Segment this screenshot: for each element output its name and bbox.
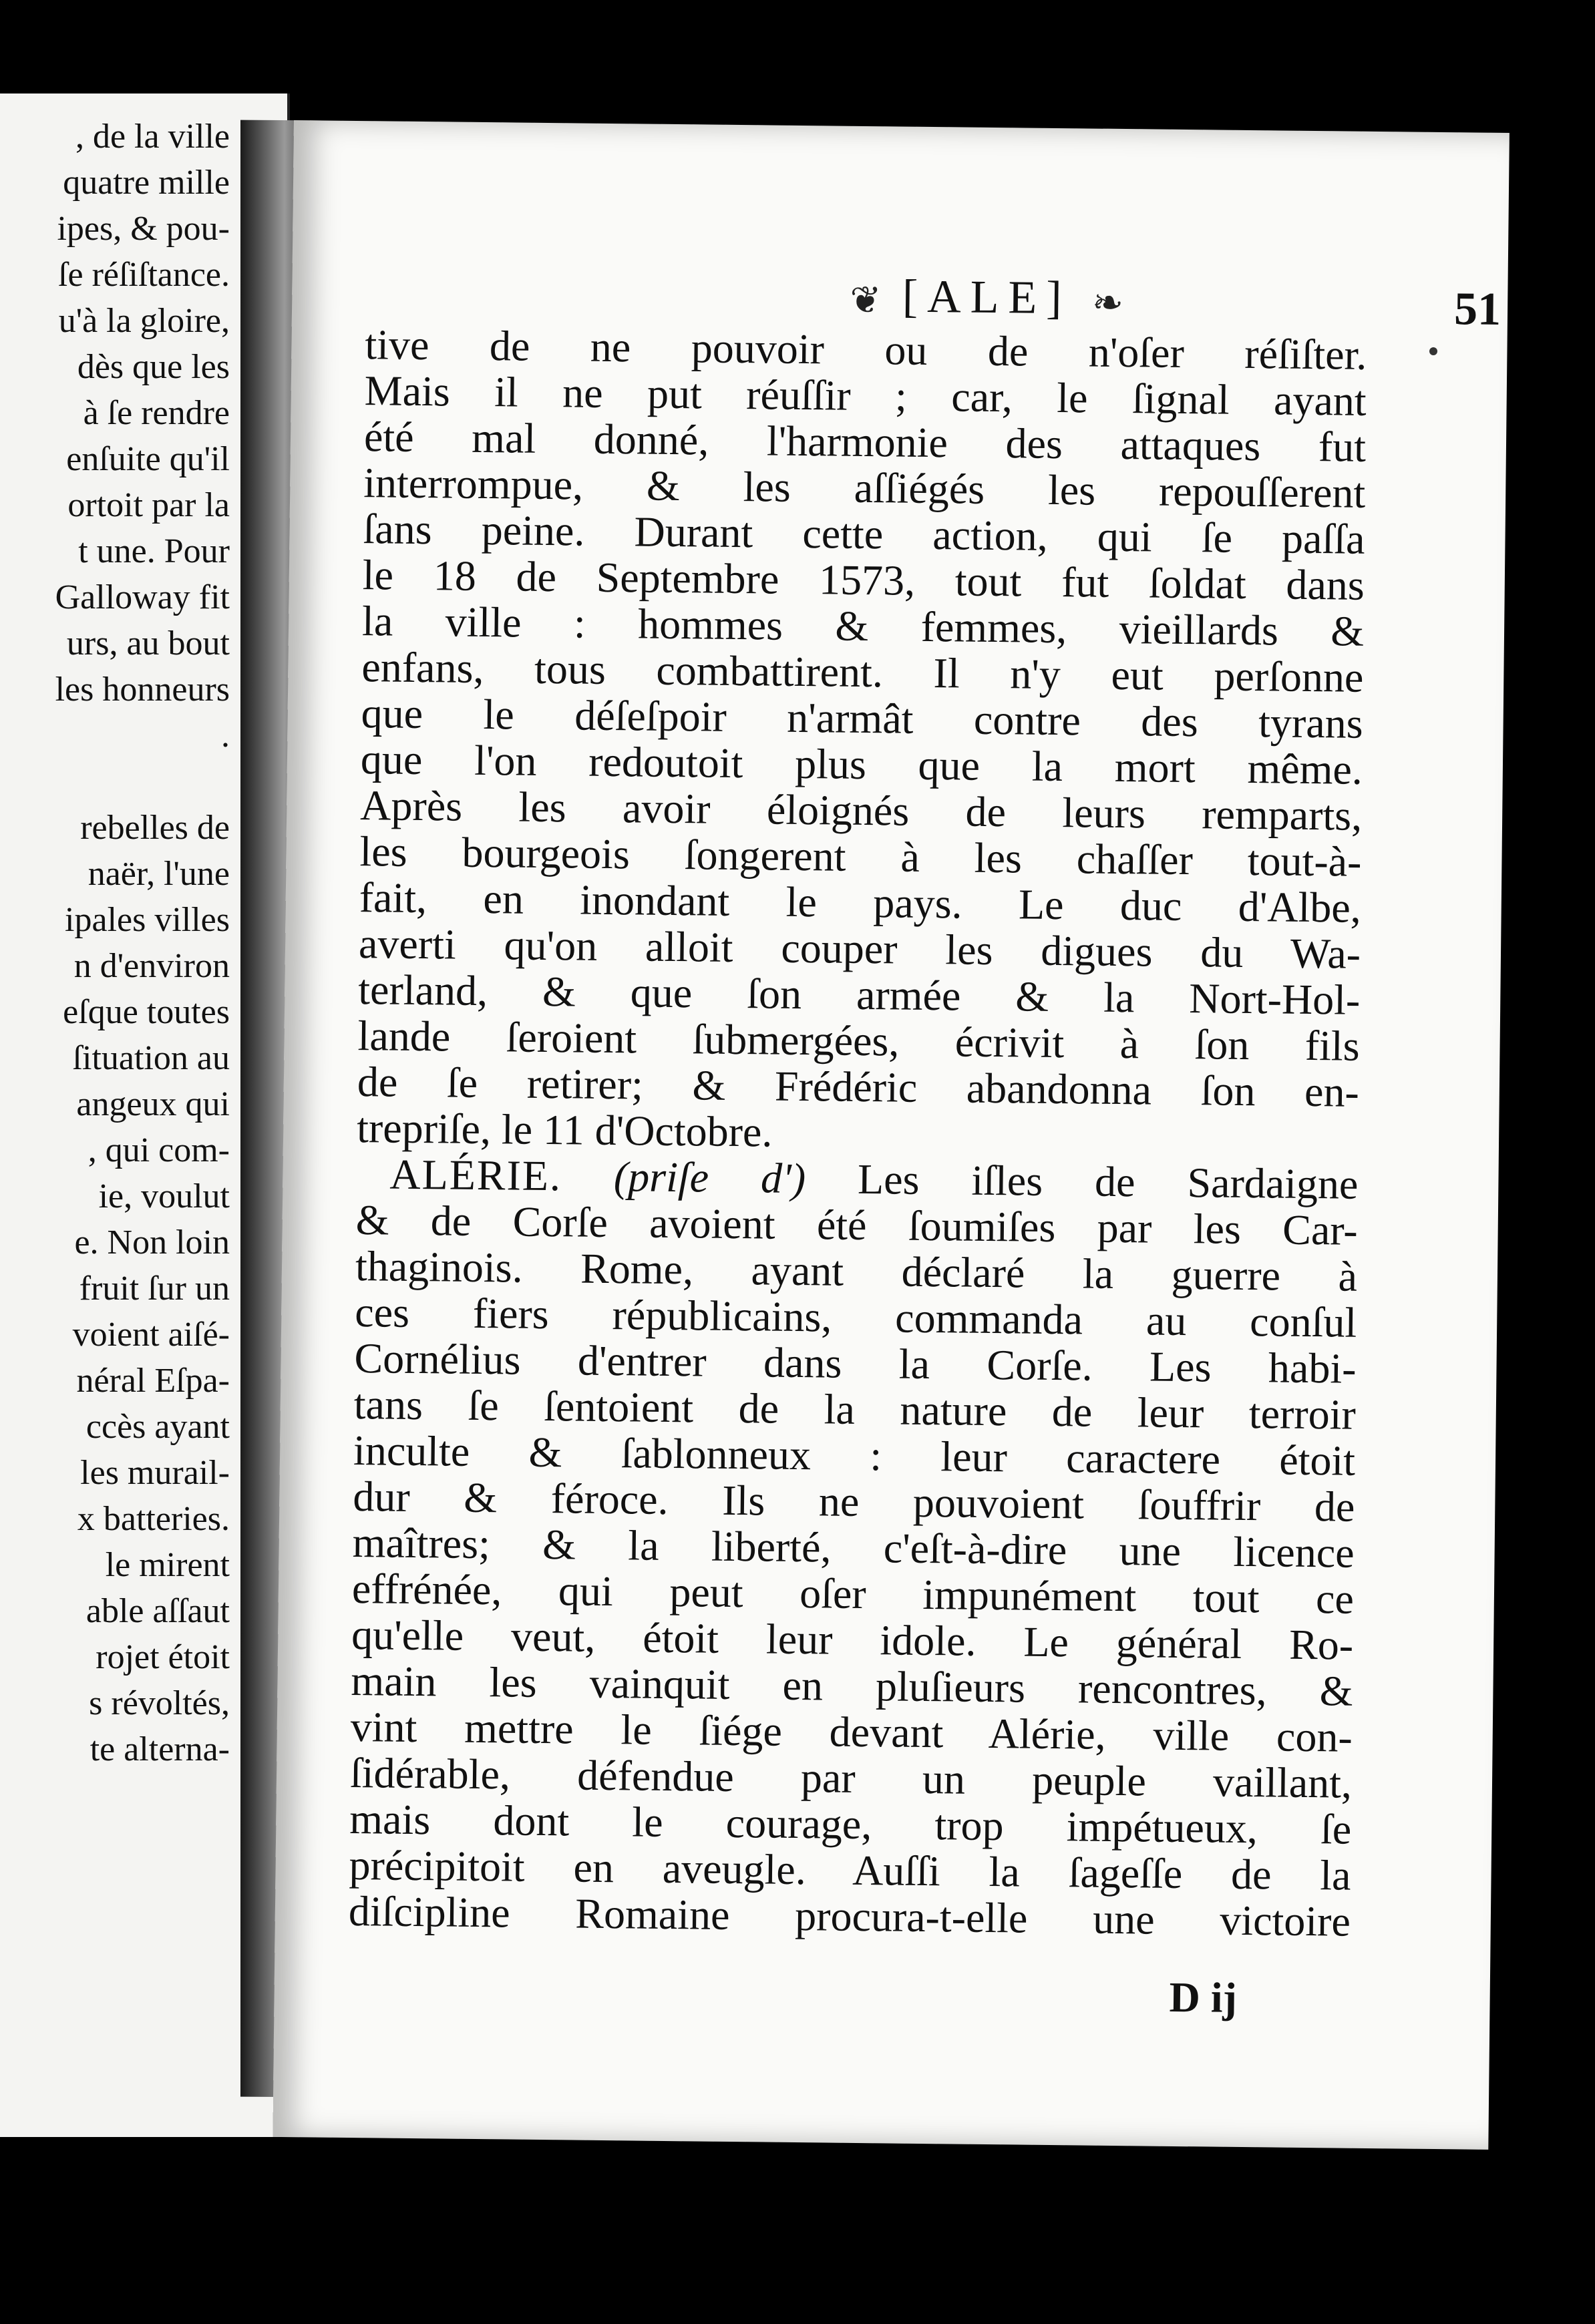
text-line: les bourgeois ſongerent à les chaſſer tout-à- [359,827,1362,886]
entry-text-line: & de Corſe avoient été ſoumiſes par les Car- [355,1196,1359,1254]
signature-mark: D ij [1169,1973,1238,2021]
text-line: Mais il ne put réuſſir ; car, le ſignal ayant [364,367,1367,425]
running-head-text: [ALE] [902,270,1072,325]
text-line: ſans peine. Durant cette action, qui ſe paſſa [363,505,1365,563]
left-page-line: e. Non loin [74,1223,230,1262]
left-page-line: naër, l'une [87,855,230,893]
left-page-line: eſque toutes [63,993,230,1031]
left-page-line: voient aiſé- [72,1316,230,1354]
left-page-line: n d'environ [73,947,230,985]
entry-text-line: mais dont le courage, trop impétueux, ſe [349,1795,1352,1853]
text-line: interrompue, & les aſſiégés les repouſſerent [363,459,1366,517]
entry-paragraph [349,1197,1358,1945]
text-line: terland, & que ſon armée & la Nort-Hol- [358,966,1361,1024]
left-page-line: les honneurs [55,670,230,709]
left-page-line: , qui com- [87,1131,230,1169]
entry-text-line: qu'elle veut, étoit leur idole. Le général Ro- [351,1611,1354,1669]
text-line: enfans, tous combattirent. Il n'y eut perſonne [361,643,1364,701]
entry-text-line: inculte & ſablonneux : leur caractere étoit [353,1426,1356,1485]
left-page-line: quatre mille [63,164,230,202]
left-page-line: . [221,717,230,755]
body-text [349,321,1367,1945]
left-page-line: ortoit par la [67,486,230,524]
text-line: trepriſe, le 11 d'Octobre. [356,1104,773,1156]
continued-paragraph [357,321,1367,1161]
left-page-line: t une. Pour [78,532,230,570]
text-line: tive de ne pouvoir ou de n'oſer réſiſter. [365,321,1367,379]
text-line: de ſe retirer; & Frédéric abandonna ſon en- [357,1058,1360,1116]
page-number: 51 [1453,283,1501,335]
fleuron-left-icon: ❦ [850,280,882,322]
left-page-line: te alterna- [90,1730,230,1768]
left-page-line: ſe réſiſtance. [58,256,230,294]
text-line: que l'on redoutoit plus que la mort même. [360,735,1363,793]
left-page-line: able aſſaut [85,1592,230,1630]
left-page-line: fruit ſur un [79,1270,230,1308]
left-page-line: Galloway fit [55,578,230,616]
left-page-line: angeux qui [76,1085,230,1123]
left-page-line: urs, au bout [66,624,230,662]
entry-text-line: tans ſe ſentoient de la nature de leur terroir [353,1380,1357,1438]
entry-text-line: effrénée, qui peut oſer impunément tout ce [351,1565,1355,1623]
text-line: la ville : hommes & femmes, vieillards & [361,597,1365,655]
text-line: Après les avoir éloignés de leurs remparts, [359,781,1363,839]
text-line: été mal donné, l'harmonie des attaques fut [363,413,1367,471]
left-page-line: ipales villes [65,901,230,939]
entry-text-line: maîtres; & la liberté, c'eſt-à-dire une licence [352,1519,1355,1577]
left-page-line: les murail- [80,1454,230,1492]
entry-text-line: thaginois. Rome, ayant déclaré la guerre à [355,1242,1358,1300]
left-page-line: le mirent [105,1546,230,1584]
left-page-line: u'à la gloire, [58,302,230,340]
left-page-line: x batteries. [77,1500,230,1538]
text-line: fait, en inondant le pays. Le duc d'Albe, [359,874,1362,932]
entry-qualifier: (priſe d') [613,1153,806,1203]
entry-text-line: diſcipline Romaine procura-t-elle une victoire [348,1887,1351,1945]
fleuron-right-icon: ❧ [1091,282,1124,325]
text-line: que le déſeſpoir n'armât contre des tyrans [361,689,1364,747]
entry-text-line: vint mettre le ſiége devant Alérie, ville con- [350,1703,1353,1761]
text-line: lande ſeroient ſubmergées, écrivit à ſon fils [357,1012,1360,1070]
text-line: averti qu'on alloit couper les digues du Wa- [358,920,1361,978]
left-page-line: à ſe rendre [83,394,230,432]
left-page-line: rojet étoit [96,1638,230,1676]
entry-text-line: ſidérable, défendue par un peuple vaillant, [349,1749,1353,1807]
left-page-line: ſituation au [72,1039,230,1077]
entry-first-line-rest: Les iſles de Sardaigne [857,1155,1359,1208]
right-page [273,120,1510,2150]
entry-headword: ALÉRIE. [389,1150,562,1200]
left-page-line: dès que les [77,348,230,386]
entry-text-line: dur & féroce. Ils ne pouvoient ſouffrir de [353,1473,1355,1531]
left-page-line: ccès ayant [85,1408,230,1446]
left-page-line: s révoltés, [89,1684,230,1722]
ink-speck [1429,347,1437,355]
entry-text-line: précipitoit en aveugle. Auſſi la ſageſſe de la [349,1841,1351,1899]
entry-text-line: main les vainquit en pluſieurs rencontres, & [351,1657,1353,1715]
text-line: le 18 de Septembre 1573, tout fut ſoldat dans [362,551,1365,609]
left-page-line: ipes, & pou- [57,210,230,248]
left-page-line: enſuite qu'il [66,440,230,478]
left-page-line: néral Eſpa- [76,1362,230,1400]
left-page-line: rebelles de [80,809,230,847]
entry-text-line: ces fiers républicains, commanda au conſul [354,1288,1357,1346]
left-page-line: ie, voulut [98,1177,230,1215]
left-page-line: , de la ville [75,118,230,156]
entry-text-line: Cornélius d'entrer dans la Corſe. Les habi- [354,1334,1357,1392]
